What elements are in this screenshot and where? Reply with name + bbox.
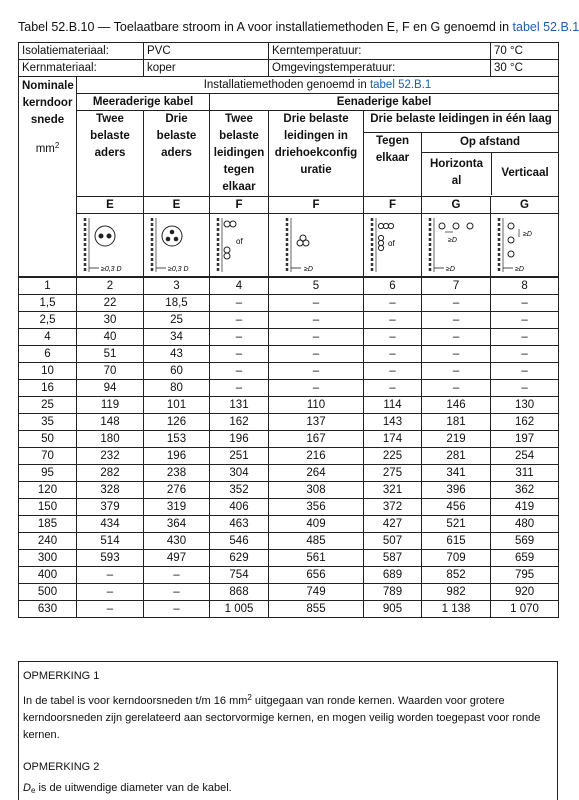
current-cell: – xyxy=(210,329,269,346)
current-cell: 276 xyxy=(144,482,210,499)
current-cell: 789 xyxy=(364,584,422,601)
cross-section-cell: 16 xyxy=(19,380,77,397)
hdr-line: Drie belaste xyxy=(283,113,349,125)
current-cell: 521 xyxy=(422,516,491,533)
current-cell: 43 xyxy=(144,346,210,363)
note1-text-a: In de tabel is voor kerndoorsneden t/m 16 mm xyxy=(23,695,248,707)
current-cell: – xyxy=(491,363,559,380)
column-number-row xyxy=(19,277,559,295)
op-afstand-header: Op afstand xyxy=(422,133,558,153)
figure-cell xyxy=(269,214,364,278)
spacing-label: ≥D xyxy=(515,266,524,273)
current-cell: 34 xyxy=(144,329,210,346)
table-row xyxy=(19,499,559,516)
table-row xyxy=(19,533,559,550)
current-cell: 114 xyxy=(364,397,422,414)
current-cell: 254 xyxy=(491,448,559,465)
table-row xyxy=(19,516,559,533)
current-cell: 430 xyxy=(144,533,210,550)
hdr-line: elkaar xyxy=(222,181,256,193)
table-row xyxy=(19,346,559,363)
cross-section-cell: 150 xyxy=(19,499,77,516)
flat-touching-diagram xyxy=(364,214,421,276)
figure-cell xyxy=(144,214,210,278)
table-row xyxy=(19,380,559,397)
cross-section-cell: 25 xyxy=(19,397,77,414)
current-cell: – xyxy=(364,380,422,397)
col-number: 2 xyxy=(77,277,144,295)
current-cell: 131 xyxy=(210,397,269,414)
current-cell: 855 xyxy=(269,601,364,618)
table-row xyxy=(19,482,559,499)
col-number: 6 xyxy=(364,277,422,295)
figure-cell xyxy=(210,214,269,278)
current-cell: 561 xyxy=(269,550,364,567)
hdr-line: kerndoor xyxy=(22,97,73,109)
note2-text xyxy=(23,780,553,799)
current-cell: 409 xyxy=(269,516,364,533)
current-cell: – xyxy=(269,329,364,346)
unit-text: mm xyxy=(35,143,55,155)
current-cell: – xyxy=(210,312,269,329)
current-cell: 70 xyxy=(77,363,144,380)
current-cell: 659 xyxy=(491,550,559,567)
unit-sup: 2 xyxy=(54,141,60,150)
meta-value: 30 °C xyxy=(491,60,559,77)
current-cell: 546 xyxy=(210,533,269,550)
current-cell: – xyxy=(364,329,422,346)
hdr-line: aders xyxy=(94,147,126,159)
table-row xyxy=(19,448,559,465)
hdr-line: Twee xyxy=(96,113,124,125)
current-cell: 130 xyxy=(491,397,559,414)
current-cell: 982 xyxy=(422,584,491,601)
ampacity-table xyxy=(18,42,559,618)
current-cell: 181 xyxy=(422,414,491,431)
hdr-line: belaste xyxy=(156,130,197,142)
cross-section-cell: 4 xyxy=(19,329,77,346)
meta-row-1 xyxy=(19,43,559,60)
figure-cell xyxy=(77,214,144,278)
current-cell: 485 xyxy=(269,533,364,550)
current-cell: 311 xyxy=(491,465,559,482)
current-cell: 689 xyxy=(364,567,422,584)
hdr-line: al xyxy=(451,174,462,187)
current-cell: 232 xyxy=(77,448,144,465)
current-cell: 196 xyxy=(210,431,269,448)
note2-sub: e xyxy=(30,786,36,795)
cross-section-cell: 35 xyxy=(19,414,77,431)
col-number: 4 xyxy=(210,277,269,295)
meta-label: Kerntemperatuur: xyxy=(269,43,491,60)
table-row xyxy=(19,550,559,567)
current-cell: 480 xyxy=(491,516,559,533)
table-title xyxy=(18,20,579,34)
current-cell: 126 xyxy=(144,414,210,431)
current-cell: – xyxy=(144,584,210,601)
current-cell: 197 xyxy=(491,431,559,448)
current-cell: – xyxy=(422,380,491,397)
current-cell: – xyxy=(422,329,491,346)
current-cell: 162 xyxy=(210,414,269,431)
current-cell: 463 xyxy=(210,516,269,533)
title-text: Tabel 52.B.10 — Toelaatbare stroom in A voor installatiemethoden E, F en G genoemd in xyxy=(18,20,513,34)
cross-section-cell: 10 xyxy=(19,363,77,380)
current-cell: 709 xyxy=(422,550,491,567)
current-cell: 514 xyxy=(77,533,144,550)
current-cell: – xyxy=(422,295,491,312)
current-cell: – xyxy=(210,380,269,397)
current-cell: 167 xyxy=(269,431,364,448)
current-cell: 328 xyxy=(77,482,144,499)
current-cell: – xyxy=(491,312,559,329)
current-cell: 852 xyxy=(422,567,491,584)
current-cell: 319 xyxy=(144,499,210,516)
hdr-line: Tegen xyxy=(375,134,409,147)
current-cell: 868 xyxy=(210,584,269,601)
current-cell: – xyxy=(269,363,364,380)
two-single-cables-diagram xyxy=(210,214,268,276)
current-cell: 119 xyxy=(77,397,144,414)
current-cell: 754 xyxy=(210,567,269,584)
horizontaal-header xyxy=(422,153,492,195)
current-cell: 219 xyxy=(422,431,491,448)
unit-label xyxy=(22,137,73,158)
current-cell: 615 xyxy=(422,533,491,550)
or-label: of xyxy=(388,239,395,248)
current-cell: 162 xyxy=(491,414,559,431)
current-cell: 352 xyxy=(210,482,269,499)
note2-title: OPMERKING 2 xyxy=(23,761,100,773)
current-cell: 308 xyxy=(269,482,364,499)
method-letter: E xyxy=(144,197,210,214)
current-cell: 22 xyxy=(77,295,144,312)
figure-cell xyxy=(491,214,559,278)
cross-section-header xyxy=(19,77,77,278)
current-cell: 427 xyxy=(364,516,422,533)
current-cell: – xyxy=(269,380,364,397)
current-cell: – xyxy=(77,584,144,601)
current-cell: 321 xyxy=(364,482,422,499)
current-cell: – xyxy=(422,312,491,329)
col-number: 1 xyxy=(19,277,77,295)
col-number: 5 xyxy=(269,277,364,295)
current-cell: – xyxy=(269,295,364,312)
col6-header xyxy=(364,132,422,197)
current-cell: 281 xyxy=(422,448,491,465)
current-cell: 507 xyxy=(364,533,422,550)
hdr-line: snede xyxy=(30,114,65,126)
meta-value: PVC xyxy=(144,43,269,60)
methods-header xyxy=(77,77,559,94)
current-cell: 593 xyxy=(77,550,144,567)
current-cell: – xyxy=(77,601,144,618)
hdr-line: driehoekconfig xyxy=(274,147,358,159)
spacing-label: ≥D xyxy=(523,231,532,238)
meeraderig-header: Meeraderige kabel xyxy=(77,94,210,111)
figure-cell xyxy=(422,214,491,278)
current-cell: 419 xyxy=(491,499,559,516)
cross-section-cell: 6 xyxy=(19,346,77,363)
current-cell: 364 xyxy=(144,516,210,533)
current-cell: 146 xyxy=(422,397,491,414)
current-cell: – xyxy=(364,363,422,380)
current-cell: – xyxy=(422,363,491,380)
hdr-line: elkaar xyxy=(375,151,410,164)
current-cell: 406 xyxy=(210,499,269,516)
current-cell: – xyxy=(364,312,422,329)
table-row xyxy=(19,312,559,329)
table-row xyxy=(19,567,559,584)
three-core-cable-diagram xyxy=(144,214,208,276)
cross-section-cell: 50 xyxy=(19,431,77,448)
current-cell: 110 xyxy=(269,397,364,414)
hdr-line: leidingen xyxy=(213,147,265,159)
een-laag-header: Drie belaste leidingen in één laag xyxy=(364,111,559,133)
method-letter: F xyxy=(269,197,364,214)
col-number: 3 xyxy=(144,277,210,295)
current-cell: – xyxy=(210,363,269,380)
cross-section-cell: 240 xyxy=(19,533,77,550)
current-cell: 40 xyxy=(77,329,144,346)
cross-section-cell: 185 xyxy=(19,516,77,533)
current-cell: 60 xyxy=(144,363,210,380)
current-cell: – xyxy=(269,346,364,363)
current-cell: 1 138 xyxy=(422,601,491,618)
figure-cell xyxy=(364,214,422,278)
eenaderig-header: Eenaderige kabel xyxy=(210,94,559,111)
note1-text-b: uitgegaan van ronde kernen. Waarden voor grotere kerndoorsneden zijn gerelateerd aan sectorvormige kernen, en mogen veilig worden toegepast voor ronde kernen. xyxy=(23,695,541,741)
vertical-spaced-diagram xyxy=(491,214,558,276)
current-cell: – xyxy=(422,346,491,363)
current-cell: 920 xyxy=(491,584,559,601)
col2-header xyxy=(77,111,144,197)
cross-section-cell: 120 xyxy=(19,482,77,499)
method-letter: G xyxy=(491,197,559,214)
hdr-line: uratie xyxy=(300,164,332,176)
current-cell: 18,5 xyxy=(144,295,210,312)
table-row xyxy=(19,414,559,431)
table-row xyxy=(19,431,559,448)
meta-value: 70 °C xyxy=(491,43,559,60)
hdr-line: belaste xyxy=(219,130,259,142)
current-cell: 282 xyxy=(77,465,144,482)
current-cell: 153 xyxy=(144,431,210,448)
current-cell: 656 xyxy=(269,567,364,584)
horizontal-spaced-diagram xyxy=(422,214,490,276)
verticaal-header: Verticaal xyxy=(501,166,549,179)
current-cell: 795 xyxy=(491,567,559,584)
hdr-line: aders xyxy=(161,147,192,159)
current-cell: 80 xyxy=(144,380,210,397)
current-cell: – xyxy=(144,601,210,618)
current-cell: 497 xyxy=(144,550,210,567)
current-cell: 905 xyxy=(364,601,422,618)
current-cell: 456 xyxy=(422,499,491,516)
current-cell: 749 xyxy=(269,584,364,601)
table-row xyxy=(19,584,559,601)
current-cell: 629 xyxy=(210,550,269,567)
current-cell: 275 xyxy=(364,465,422,482)
cross-section-cell: 2,5 xyxy=(19,312,77,329)
current-cell: 94 xyxy=(77,380,144,397)
hdr-line: belaste xyxy=(90,130,130,142)
current-cell: 372 xyxy=(364,499,422,516)
hdr-line: Nominale xyxy=(22,80,74,92)
hdr-line: Drie xyxy=(165,113,188,125)
current-cell: 101 xyxy=(144,397,210,414)
methods-text: Installatiemethoden genoemd in xyxy=(203,79,370,91)
meta-value: koper xyxy=(144,60,269,77)
current-cell: – xyxy=(210,295,269,312)
current-cell: 238 xyxy=(144,465,210,482)
hdr-line: tegen xyxy=(223,164,255,176)
methods-link[interactable]: tabel 52.B.1 xyxy=(369,79,432,91)
or-label: of xyxy=(236,237,243,246)
meta-label: Isolatiemateriaal: xyxy=(19,43,144,60)
trefoil-diagram xyxy=(269,214,363,276)
current-cell: 1 070 xyxy=(491,601,559,618)
spacing-label: ≥D xyxy=(446,266,455,273)
current-cell: 341 xyxy=(422,465,491,482)
current-cell: 1 005 xyxy=(210,601,269,618)
current-cell: – xyxy=(364,346,422,363)
current-cell: 396 xyxy=(422,482,491,499)
current-cell: 362 xyxy=(491,482,559,499)
table-row xyxy=(19,465,559,482)
meta-label: Omgevingstemperatuur: xyxy=(269,60,491,77)
current-cell: 143 xyxy=(364,414,422,431)
note2-symbol: D xyxy=(23,782,31,794)
current-cell: – xyxy=(77,567,144,584)
current-cell: – xyxy=(491,295,559,312)
cross-section-cell: 300 xyxy=(19,550,77,567)
current-cell: 379 xyxy=(77,499,144,516)
meta-row-2 xyxy=(19,60,559,77)
current-cell: 434 xyxy=(77,516,144,533)
method-letter: E xyxy=(77,197,144,214)
col3-header xyxy=(144,111,210,197)
col-number: 7 xyxy=(422,277,491,295)
current-cell: 569 xyxy=(491,533,559,550)
note1-sup: 2 xyxy=(247,693,252,702)
col5-header xyxy=(269,111,364,197)
cross-section-cell: 95 xyxy=(19,465,77,482)
current-cell: 264 xyxy=(269,465,364,482)
title-link[interactable]: tabel 52.B.1 xyxy=(512,20,579,34)
current-cell: 137 xyxy=(269,414,364,431)
current-cell: 251 xyxy=(210,448,269,465)
current-cell: 216 xyxy=(269,448,364,465)
col-number: 8 xyxy=(491,277,559,295)
table-row xyxy=(19,329,559,346)
current-cell: 148 xyxy=(77,414,144,431)
col4-header xyxy=(210,111,269,197)
spacing-label: ≥0,3 D xyxy=(168,266,189,273)
current-cell: – xyxy=(144,567,210,584)
notes-box xyxy=(18,661,558,800)
op-afstand-group xyxy=(422,132,559,197)
method-letter: G xyxy=(422,197,491,214)
method-letter: F xyxy=(210,197,269,214)
current-cell: 225 xyxy=(364,448,422,465)
current-cell: – xyxy=(491,329,559,346)
cross-section-cell: 1,5 xyxy=(19,295,77,312)
table-row xyxy=(19,295,559,312)
hdr-line: leidingen in xyxy=(284,130,348,142)
current-cell: 51 xyxy=(77,346,144,363)
current-cell: – xyxy=(491,380,559,397)
current-cell: 196 xyxy=(144,448,210,465)
method-letter: F xyxy=(364,197,422,214)
cross-section-cell: 500 xyxy=(19,584,77,601)
current-cell: – xyxy=(210,346,269,363)
current-cell: 356 xyxy=(269,499,364,516)
table-row xyxy=(19,363,559,380)
meta-label: Kernmateriaal: xyxy=(19,60,144,77)
spacing-label: ≥D xyxy=(304,266,313,273)
note1-text xyxy=(23,689,553,744)
hdr-line: Horizonta xyxy=(429,157,484,170)
current-cell: – xyxy=(491,346,559,363)
current-cell: 304 xyxy=(210,465,269,482)
hdr-line: Twee xyxy=(225,113,253,125)
spacing-label: ≥D xyxy=(448,237,457,244)
spacing-label: ≥0,3 D xyxy=(101,266,122,273)
current-cell: – xyxy=(364,295,422,312)
cross-section-cell: 70 xyxy=(19,448,77,465)
cross-section-cell: 630 xyxy=(19,601,77,618)
current-cell: – xyxy=(269,312,364,329)
table-row xyxy=(19,601,559,618)
note1-title: OPMERKING 1 xyxy=(23,670,100,682)
current-cell: 25 xyxy=(144,312,210,329)
current-cell: 30 xyxy=(77,312,144,329)
current-cell: 587 xyxy=(364,550,422,567)
data-rows xyxy=(19,295,559,618)
table-row xyxy=(19,397,559,414)
cross-section-cell: 400 xyxy=(19,567,77,584)
note2-body: is de uitwendige diameter van de kabel. xyxy=(35,782,232,794)
two-core-cable-diagram xyxy=(77,214,141,276)
current-cell: 174 xyxy=(364,431,422,448)
current-cell: 180 xyxy=(77,431,144,448)
